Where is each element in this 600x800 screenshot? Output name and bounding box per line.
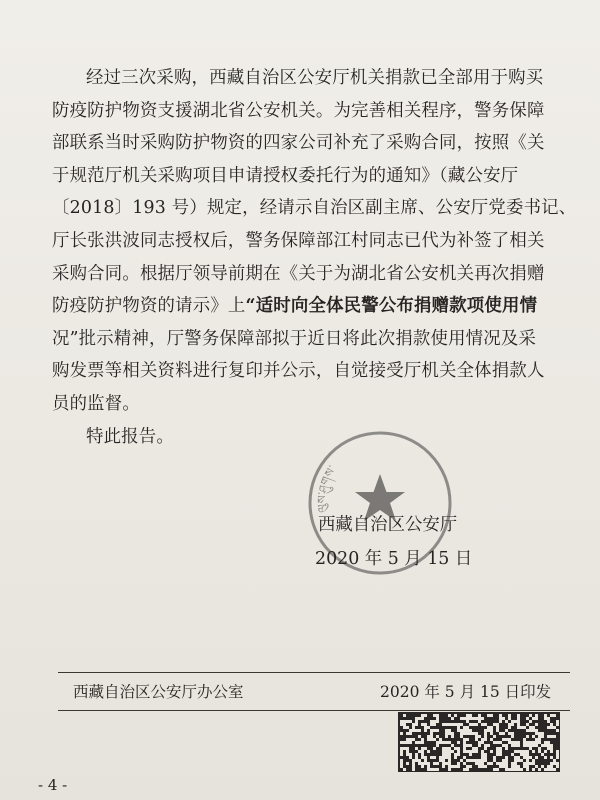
body-line-6: 厅长张洪波同志授权后，警务保障部江村同志已代为补签了相关 [52, 230, 545, 251]
body-line-10: 购发票等相关资料进行复印并公示，自觉接受厅机关全体捐款人 [52, 361, 545, 382]
print-date: 2020 年 5 月 15 日印发 [380, 683, 552, 701]
body-line-11: 员的监督。 [52, 393, 140, 414]
body-line-2: 防疫防护物资支援湖北省公安机关。为完善相关程序，警务保障 [52, 100, 545, 121]
closing-line: 特此报告。 [86, 426, 174, 447]
page-number: - 4 - [38, 776, 68, 794]
issuing-office: 西藏自治区公安厅办公室 [73, 683, 244, 701]
bold-quote-part-1: “适时向全体民警公布捐赠款项使用情 [245, 296, 538, 317]
body-line-3: 部联系当时采购防护物资的四家公司补充了采购合同，按照《关 [52, 133, 545, 154]
signer-name: 西藏自治区公安厅 [318, 515, 458, 535]
seal-outer-text: ལུས་ཤུགས་ [314, 462, 340, 514]
report-body [52, 62, 577, 453]
body-line-7: 采购合同。根据厅领导前期在《关于为湖北省公安机关再次捐赠 [52, 263, 545, 284]
body-line-9: 况”批示精神，厅警务保障部拟于近日将此次捐款使用情况及采 [52, 328, 537, 349]
footer-top-rule [58, 672, 570, 673]
body-line-8 [52, 290, 564, 323]
body-line-5: 〔2018〕193 号）规定，经请示自治区副主席、公安厅党委书记、 [52, 198, 577, 219]
body-line-4: 于规范厅机关采购项目申请授权委托行为的通知》（藏公安厅 [52, 165, 519, 186]
footer-bottom-rule [58, 710, 570, 711]
signing-date: 2020 年 5 月 15 日 [315, 549, 473, 569]
document-barcode-icon [398, 712, 560, 772]
body-line-8-start: 防疫防护物资的请示》上 [52, 296, 246, 317]
body-line-1: 经过三次采购，西藏自治区公安厅机关捐款已全部用于购买 [86, 68, 544, 88]
